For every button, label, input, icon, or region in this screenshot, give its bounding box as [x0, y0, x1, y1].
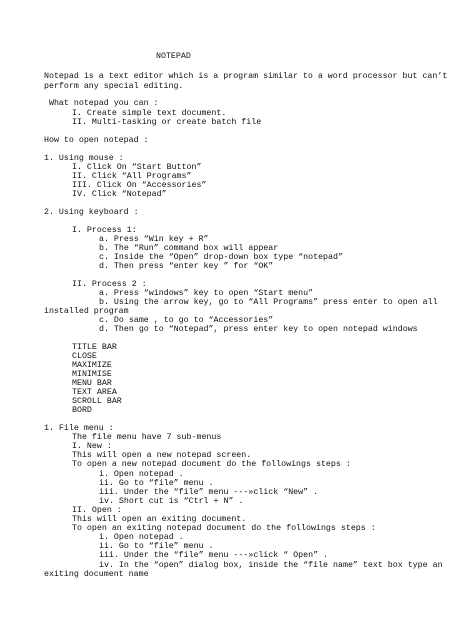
new-label: I. New :	[72, 442, 112, 451]
process1-step-d: d. Then press “enter key ” for “OK”	[99, 262, 274, 271]
new-steps-intro: To open a new notepad document do the followings steps :	[72, 460, 351, 469]
part-menu-bar: MENU BAR	[72, 379, 112, 388]
mouse-heading: 1. Using mouse :	[44, 154, 124, 163]
mouse-step-2: II. Click “All Programs”	[72, 172, 192, 181]
process1-step-b: b. The “Run” command box will appear	[99, 244, 279, 253]
process1-step-a: a. Press “Win key + R”	[99, 235, 209, 244]
mouse-step-3: III. Click On “Accessories”	[72, 181, 207, 190]
file-menu-heading: 1. File menu :	[44, 424, 114, 433]
process2-label: II. Process 2 :	[72, 280, 147, 289]
new-step-1: i. Open notepad .	[99, 470, 184, 479]
part-scroll-bar: SCROLL BAR	[72, 397, 122, 406]
new-step-3: iii. Under the “file” menu ---»click “New” .	[99, 488, 319, 497]
open-step-4-wrap: exiting document name	[44, 570, 149, 579]
open-desc: This will open an exiting document.	[72, 515, 247, 524]
new-step-4: iv. Short cut is “Ctrl + N” .	[99, 497, 244, 506]
what-item-2: II. Multi-tasking or create batch file	[72, 118, 262, 127]
what-item-1: I. Create simple text document.	[72, 109, 227, 118]
part-close: CLOSE	[72, 352, 97, 361]
process2-step-d: d. Then go to “Notepad”, press enter key to open notepad windows	[99, 325, 418, 334]
part-minimise: MINIMISE	[72, 370, 112, 379]
open-step-4: iv. In the “open” dialog box, inside the “file name” text box type an	[99, 561, 443, 570]
process2-step-b: b. Using the arrow key, go to “All Programs” press enter to open all	[99, 298, 438, 307]
new-step-2: ii. Go to “file” menu .	[99, 479, 214, 488]
open-step-1: i. Open notepad .	[99, 533, 184, 542]
mouse-step-4: IV. Click “Notepad”	[72, 190, 167, 199]
document-title: NOTEPAD	[156, 52, 191, 61]
new-desc: This will open a new notepad screen.	[72, 451, 252, 460]
how-heading: How to open notepad :	[44, 136, 149, 145]
part-title-bar: TITLE BAR	[72, 343, 117, 352]
part-maximize: MAXIMIZE	[72, 361, 112, 370]
intro-line-1: Notepad is a text editor which is a program similar to a word processor but can’t	[44, 72, 448, 81]
process2-step-c: c. Do same , to go to “Accessories”	[99, 316, 274, 325]
open-step-3: iii. Under the “file” menu ---»click “ Open” .	[99, 551, 329, 560]
process2-step-b-wrap: installed program	[44, 307, 129, 316]
what-heading: What notepad you can :	[44, 99, 159, 108]
process2-step-a: a. Press “windows” key to open “Start menu”	[99, 289, 314, 298]
file-menu-intro: The file menu have 7 sub-menus	[72, 433, 222, 442]
intro-line-2: perform any special editing.	[44, 82, 184, 91]
keyboard-heading: 2. Using keyboard :	[44, 208, 139, 217]
mouse-step-1: I. Click On “Start Button”	[72, 163, 202, 172]
open-steps-intro: To open an exiting notepad document do the followings steps :	[72, 524, 376, 533]
part-bord: BORD	[72, 406, 92, 415]
part-text-area: TEXT AREA	[72, 388, 117, 397]
process1-label: I. Process 1:	[72, 226, 137, 235]
open-step-2: ii. Go to “file” menu .	[99, 542, 214, 551]
process1-step-c: c. Inside the “Open” drop-down box type “notepad”	[99, 253, 343, 262]
open-label: II. Open :	[72, 506, 122, 515]
